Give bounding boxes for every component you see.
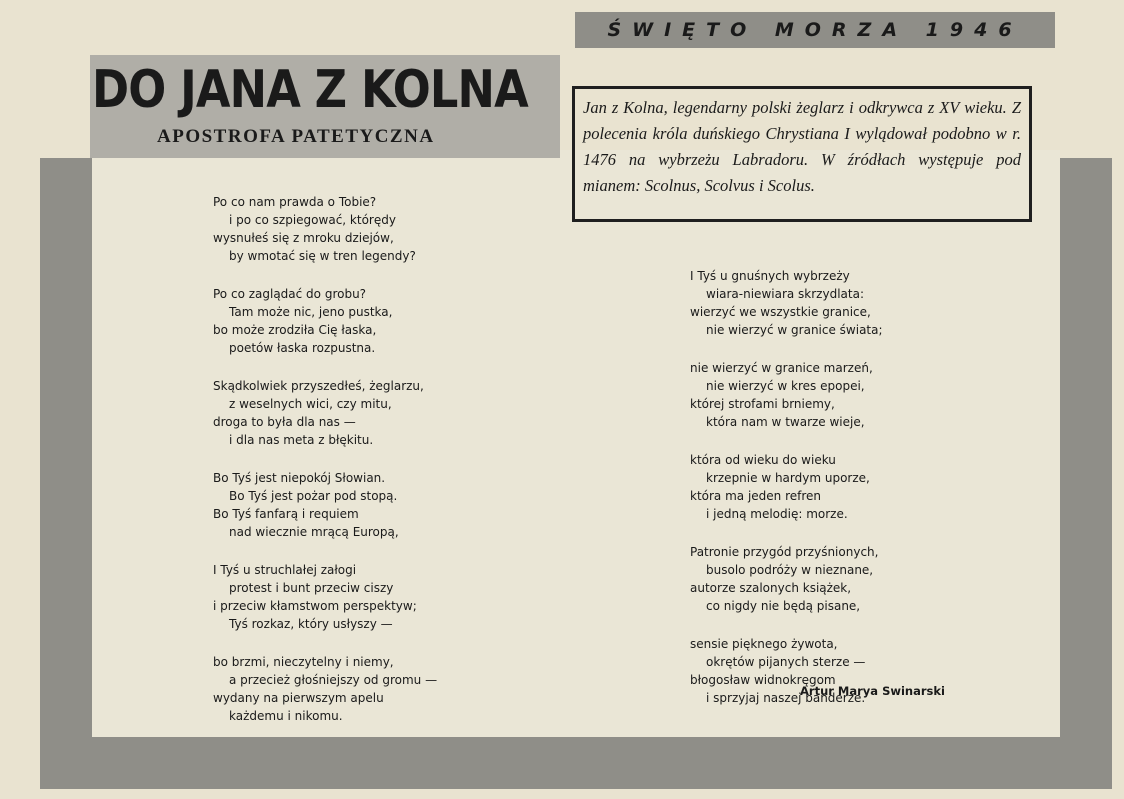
poem-line: co nigdy nie będą pisane,: [706, 599, 861, 613]
poem-line: I Tyś u gnuśnych wybrzeży: [690, 269, 850, 283]
stanza: [690, 451, 883, 523]
stanza: [213, 285, 437, 357]
poem-line: i po co szpiegować, którędy: [229, 213, 396, 227]
poem-line: z weselnych wici, czy mitu,: [229, 397, 392, 411]
poem-subtitle: APOSTROFA PATETYCZNA: [157, 126, 435, 147]
poem-line: Po co nam prawda o Tobie?: [213, 195, 377, 209]
poem-line: błogosław widnokręgom: [690, 673, 836, 687]
poem-line: bo brzmi, nieczytelny i niemy,: [213, 655, 394, 669]
poem-line: i jedną melodię: morze.: [706, 507, 848, 521]
poem-line: Tyś rozkaz, który usłyszy —: [229, 617, 393, 631]
stanza: [213, 377, 437, 449]
poem-line: i sprzyjaj naszej banderze.: [706, 691, 866, 705]
poem-line: wysnułeś się z mroku dziejów,: [213, 231, 394, 245]
poem-line: która nam w twarze wieje,: [706, 415, 865, 429]
poem-line: która od wieku do wieku: [690, 453, 836, 467]
poem-title: DO JANA Z KOLNA: [92, 60, 528, 120]
poem-line: krzepnie w hardym uporze,: [706, 471, 870, 485]
poem-line: każdemu i nikomu.: [229, 709, 343, 723]
poem-line: wydany na pierwszym apelu: [213, 691, 384, 705]
poem-line: autorze szalonych książek,: [690, 581, 852, 595]
poem-line: sensie pięknego żywota,: [690, 637, 838, 651]
poem-line: Patronie przygód przyśnionych,: [690, 545, 879, 559]
poem-line: by wmotać się w tren legendy?: [229, 249, 416, 263]
poem-line: i dla nas meta z błękitu.: [229, 433, 374, 447]
poem-line: Bo Tyś jest pożar pod stopą.: [229, 489, 398, 503]
bottom-gray-band: [40, 737, 1112, 789]
poem-line: Bo Tyś fanfarą i requiem: [213, 507, 359, 521]
poem-column-left: [213, 193, 437, 745]
poem-line: nie wierzyć w kres epopei,: [706, 379, 865, 393]
poem-line: poetów łaska rozpustna.: [229, 341, 376, 355]
poem-line: nie wierzyć w granice świata;: [706, 323, 883, 337]
poem-line: protest i bunt przeciw ciszy: [229, 581, 394, 595]
left-gray-band: [40, 158, 92, 788]
poem-line: i przeciw kłamstwom perspektyw;: [213, 599, 417, 613]
poem-line: Skądkolwiek przyszedłeś, żeglarzu,: [213, 379, 424, 393]
poem-line: okrętów pijanych sterze —: [706, 655, 866, 669]
poem-line: busolo podróży w nieznane,: [706, 563, 874, 577]
poem-line: Tam może nic, jeno pustka,: [229, 305, 393, 319]
poem-line: bo może zrodziła Cię łaska,: [213, 323, 377, 337]
poem-line: Po co zaglądać do grobu?: [213, 287, 367, 301]
stanza: [213, 193, 437, 265]
stanza: [690, 543, 883, 615]
event-banner: ŚWIĘTO MORZA 1946: [575, 12, 1055, 48]
stanza: [213, 561, 437, 633]
poem-line: nie wierzyć w granice marzeń,: [690, 361, 873, 375]
stanza: [690, 359, 883, 431]
poem-line: nad wiecznie mrącą Europą,: [229, 525, 399, 539]
stanza: [213, 469, 437, 541]
poem-line: wiara-niewiara skrzydlata:: [706, 287, 864, 301]
poem-line: a przecież głośniejszy od gromu —: [229, 673, 438, 687]
poem-column-right: [690, 267, 883, 727]
poem-line: która ma jeden refren: [690, 489, 822, 503]
poem-line: której strofami brniemy,: [690, 397, 835, 411]
poem-line: droga to była dla nas —: [213, 415, 356, 429]
poem-line: wierzyć we wszystkie granice,: [690, 305, 871, 319]
poem-line: Bo Tyś jest niepokój Słowian.: [213, 471, 386, 485]
author-signature: Artur Marya Swinarski: [800, 684, 945, 698]
poem-line: I Tyś u struchlałej załogi: [213, 563, 357, 577]
historical-note-box: Jan z Kolna, legendarny polski żeglarz i odkrywca z XV wieku. Z polecenia króla duńskiego Chrystiana I wylądował podobno w r. 1476 na wybrzeżu Labradoru. W źródłach występuje pod mianem: Scolnus, Scolvus i Scolus.: [572, 86, 1032, 222]
stanza: [213, 653, 437, 725]
stanza: [690, 267, 883, 339]
